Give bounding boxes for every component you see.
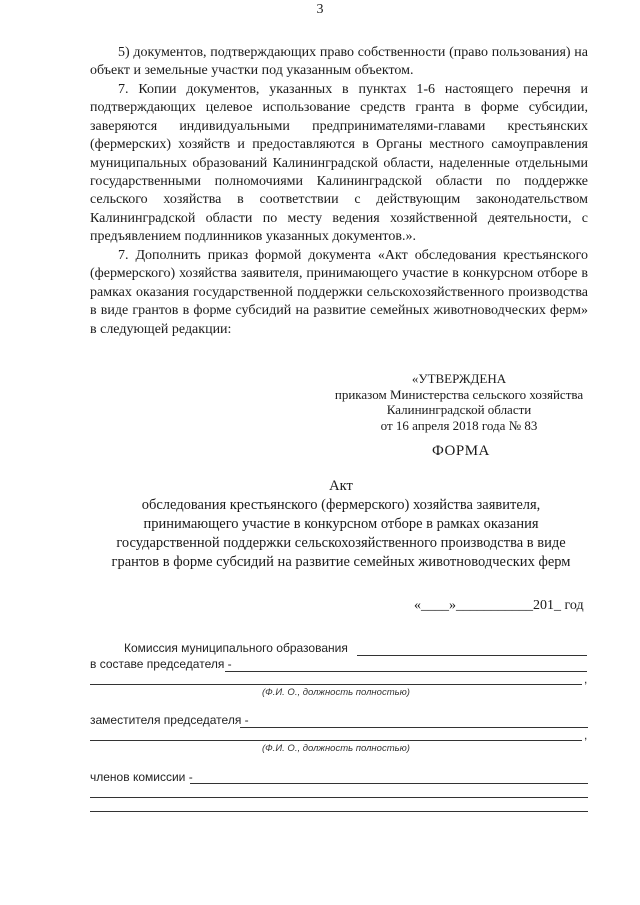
members-blank-line-2 [90, 797, 588, 798]
deputy-comma: , [584, 728, 588, 742]
act-subtitle-line-4: грантов в форме субсидий на развитие семейных животноводческих ферм [111, 554, 571, 570]
deputy-label: заместителя председателя - [90, 713, 249, 727]
paragraph-item-5: 5) документов, подтверждающих право собственности (право пользования) на объект и земельные участки под указанным объектом. [90, 45, 588, 79]
act-subtitle-line-2: принимающего участие в конкурсном отборе в рамках оказания [143, 516, 539, 532]
act-title-block [96, 477, 586, 572]
paragraph-item-7-amend: 7. Дополнить приказ формой документа «Акт обследования крестьянского (фермерского) хозяйства заявителя, принимающего участие в конкурсном отборе в рамках оказания государственной поддержки сельскохозяйственного производства в виде грантов в форме субсидий на развитие семейных животноводческих ферм» в следующей редакции: [90, 248, 588, 337]
chairman-blank-line [225, 671, 587, 672]
approval-line-3: Калининградской области [386, 402, 532, 417]
paragraph-item-7-copies: 7. Копии документов, указанных в пунктах 1-6 настоящего перечня и подтверждающих целевое использование средств гранта в форме субсидии, заверяются индивидуальными предпринимателями-главами крестьянских (фермерских) хозяйств и предоставляются в Органы местного самоуправления муниципальных образований Калининградской области, наделенные отдельными государственными полномочиями Калининградской области по поддержке сельского хозяйства в соответствии с действующим законодательством Калининградской области по месту ведения хозяйственной деятельности, с предъявлением подлинников указанных документов.». [90, 82, 588, 245]
act-subtitle-line-3: государственной поддержки сельскохозяйственного производства в виде [116, 535, 566, 551]
members-label: членов комиссии - [90, 770, 193, 784]
form-label: ФОРМА [432, 443, 490, 459]
page-number: 3 [316, 2, 324, 17]
act-title: Акт [329, 478, 353, 494]
approval-stamp-block [330, 371, 588, 433]
approval-line-4: от 16 апреля 2018 года № 83 [380, 417, 538, 433]
members-blank-line [190, 783, 588, 784]
act-subtitle-line-1: обследования крестьянского (фермерского) хозяйства заявителя, [141, 497, 541, 513]
chairman-blank-line-2 [90, 684, 582, 685]
approval-line-2: приказом Министерства сельского хозяйства [334, 386, 584, 402]
deputy-blank-line [240, 727, 588, 728]
commission-blank-line [357, 655, 587, 656]
deputy-caption: (Ф.И. О., должность полностью) [262, 743, 410, 754]
members-blank-line-3 [90, 811, 588, 812]
approval-line-1: «УТВЕРЖДЕНА [411, 371, 507, 386]
chairman-caption: (Ф.И. О., должность полностью) [262, 687, 410, 698]
chairman-comma: , [584, 672, 588, 686]
commission-label: Комиссия муниципального образования [124, 641, 348, 655]
deputy-blank-line-2 [90, 740, 582, 741]
chairman-label: в составе председателя - [90, 657, 232, 671]
date-field: «____»___________201_ год [414, 598, 584, 613]
